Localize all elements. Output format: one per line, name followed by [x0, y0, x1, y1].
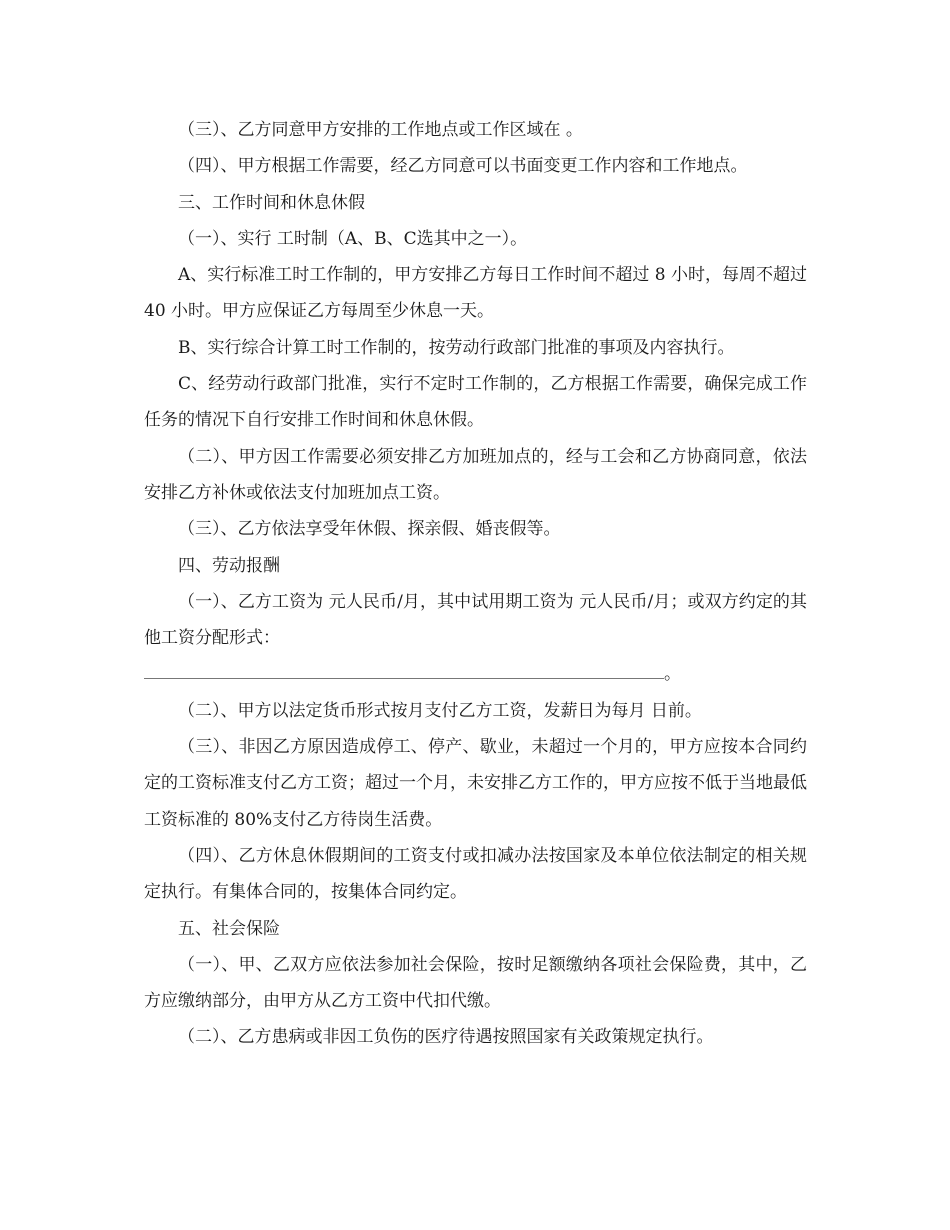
clause-work-location: （三）、乙方同意甲方安排的工作地点或工作区域在 。: [178, 120, 583, 140]
clause-payday: （二）、甲方以法定货币形式按月支付乙方工资，发薪日为每月 日前。: [178, 700, 702, 721]
clause-option-a: A、实行标准工时工作制的，甲方安排乙方每日工作时间不超过 8 小时，每周不超过 40 小时。甲方应保证乙方每周至少休息一天。: [144, 265, 807, 322]
clause-wage-amount: （一）、乙方工资为 元人民币/月，其中试用期工资为 元人民币/月；或双方约定的其他工资分配形式：: [144, 591, 807, 649]
blank-line-end-mark: 。: [664, 664, 681, 685]
clause-medical-treatment: （二）、乙方患病或非因工负伤的医疗待遇按照国家有关政策规定执行。: [178, 1027, 714, 1048]
document-body: [144, 112, 807, 1056]
clause-leave-pay: （四）、乙方休息休假期间的工资支付或扣减办法按国家及本单位依法制定的相关规定执行。有集体合同的，按集体合同约定。: [144, 845, 807, 903]
section-heading-work-time: 三、工作时间和休息休假: [178, 192, 365, 213]
clause-option-c: C、经劳动行政部门批准，实行不定时工作制的，乙方根据工作需要，确保完成工作任务的情况下自行安排工作时间和休息休假。: [144, 374, 807, 431]
clause-suspension-pay: （三）、非因乙方原因造成停工、停产、歇业，未超过一个月的，甲方应按本合同约定的工资标准支付乙方工资；超过一个月，未安排乙方工作的，甲方应按不低于当地最低工资标准的 80%支付乙方待岗生活费。: [144, 737, 807, 830]
clause-overtime: （二）、甲方因工作需要必须安排乙方加班加点的，经与工会和乙方协商同意，依法安排乙方补休或依法支付加班加点工资。: [144, 446, 807, 503]
section-heading-social-insurance: 五、社会保险: [178, 918, 280, 939]
clause-insurance-contribution: （一）、甲、乙双方应依法参加社会保险，按时足额缴纳各项社会保险费，其中，乙方应缴纳部分，由甲方从乙方工资中代扣代缴。: [144, 954, 807, 1012]
wage-form-blank-line: [144, 656, 807, 692]
clause-hour-system: （一）、实行 工时制（A、B、C选其中之一）。: [178, 228, 528, 249]
fill-in-rule: [144, 656, 664, 679]
clause-change-work: （四）、甲方根据工作需要，经乙方同意可以书面变更工作内容和工作地点。: [178, 156, 748, 177]
section-heading-remuneration: 四、劳动报酬: [178, 555, 280, 576]
clause-leave: （三）、乙方依法享受年休假、探亲假、婚丧假等。: [178, 519, 561, 540]
clause-option-b: B、实行综合计算工时工作制的，按劳动行政部门批准的事项及内容执行。: [178, 337, 735, 358]
